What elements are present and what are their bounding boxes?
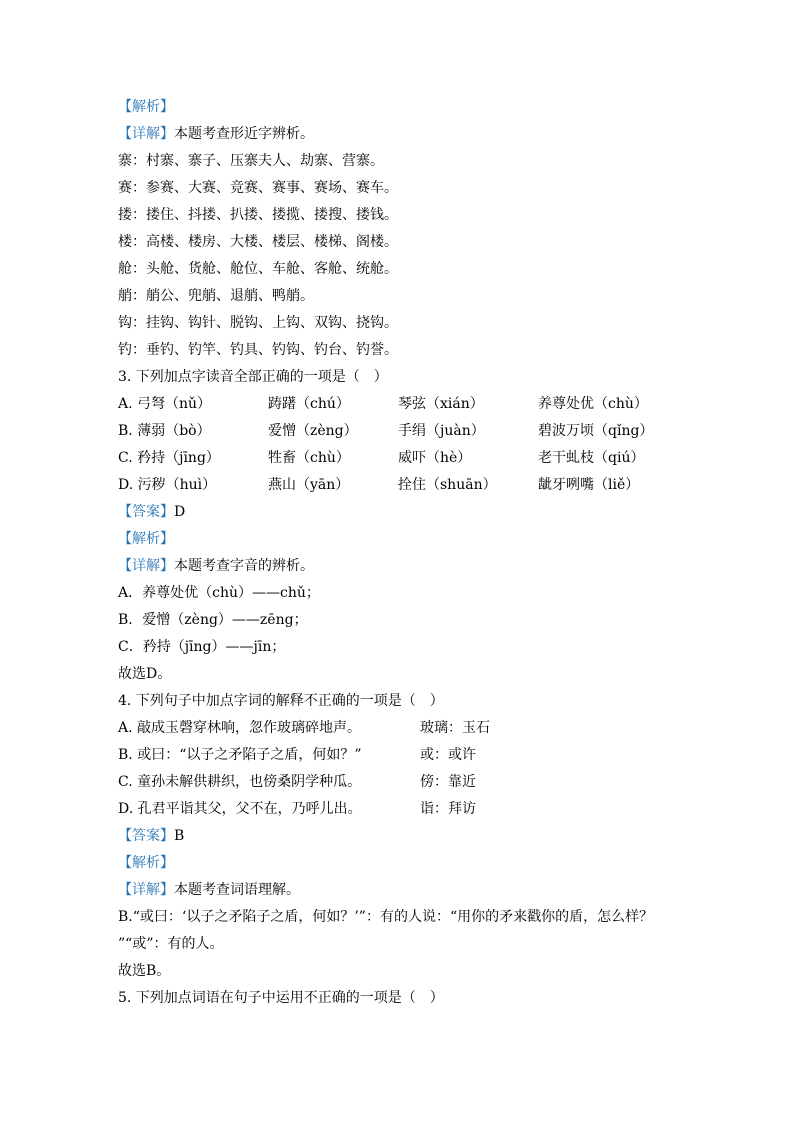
option-row — [118, 715, 718, 742]
option-item: B. 或曰：“以子之矛陷子之盾，何如？” — [118, 747, 362, 763]
option-item: C. 童孙未解供耕织，也傍桑阴学种瓜。 — [118, 774, 362, 790]
text-line — [118, 634, 718, 661]
section-tag: 【详解】 — [118, 126, 174, 142]
line-text: B — [174, 828, 185, 844]
text-line — [118, 310, 718, 337]
text-line — [118, 985, 718, 1012]
line-text: 5. 下列加点词语在句子中运用不正确的一项是（ ） — [118, 990, 444, 1006]
option-item: 拴住（shuān） — [398, 477, 497, 493]
text-line — [118, 553, 718, 580]
document-page — [118, 94, 718, 1012]
option-item: D. 孔君平诣其父，父不在，乃呼儿出。 — [118, 801, 362, 817]
line-text: 搂：搂住、抖搂、扒搂、搂揽、搂搜、搂钱。 — [118, 207, 398, 223]
option-item: 玻璃：玉石 — [420, 720, 490, 736]
option-item: 牲畜（chù） — [268, 450, 350, 466]
section-tag: 【解析】 — [118, 855, 174, 871]
option-item: D. 污秽（huì） — [118, 477, 217, 493]
option-item: C. 矜持（jīng） — [118, 450, 220, 466]
text-line — [118, 877, 718, 904]
text-line — [118, 904, 718, 931]
line-text: ”“或”：有的人。 — [118, 936, 224, 952]
text-line — [118, 202, 718, 229]
option-row — [118, 391, 718, 418]
line-text: 楼：高楼、楼房、大楼、楼层、楼梯、阁楼。 — [118, 234, 398, 250]
line-text: B.“或曰：‘以子之矛陷子之盾，何如？’”：有的人说：“用你的矛来戳你的盾，怎么样？ — [118, 909, 654, 925]
line-text: C．矜持（jīng）——jīn； — [118, 639, 286, 655]
option-row — [118, 796, 718, 823]
section-tag: 【解析】 — [118, 99, 174, 115]
text-line — [118, 823, 718, 850]
text-line — [118, 121, 718, 148]
option-item: B. 薄弱（bò） — [118, 423, 211, 439]
text-line — [118, 229, 718, 256]
line-text: A．养尊处优（chù）——chǔ； — [118, 585, 320, 601]
section-tag: 【答案】 — [118, 504, 174, 520]
option-row — [118, 445, 718, 472]
line-text: 艄：艄公、兜艄、退艄、鸭艄。 — [118, 288, 314, 304]
option-item: 琴弦（xián） — [398, 396, 484, 412]
text-line — [118, 607, 718, 634]
option-item: 威吓（hè） — [398, 450, 472, 466]
section-heading — [118, 94, 718, 121]
line-text: 赛：参赛、大赛、竞赛、赛事、赛场、赛车。 — [118, 180, 398, 196]
option-item: 或：或许 — [420, 747, 476, 763]
option-item: 踌躇（chú） — [268, 396, 350, 412]
section-tag: 【解析】 — [118, 531, 174, 547]
line-text: B．爱憎（zèng）——zēng； — [118, 612, 308, 628]
text-line — [118, 499, 718, 526]
option-item: 养尊处优（chù） — [538, 396, 648, 412]
option-item: 龇牙咧嘴（liě） — [538, 477, 640, 493]
option-row — [118, 742, 718, 769]
text-line — [118, 337, 718, 364]
option-item: 燕山（yān） — [268, 477, 350, 493]
section-heading — [118, 526, 718, 553]
line-text: D — [174, 504, 186, 520]
line-text: 3. 下列加点字读音全部正确的一项是（ ） — [118, 369, 388, 385]
option-item: 碧波万顷（qǐng） — [538, 423, 654, 439]
line-text: 舱：头舱、货舱、舱位、车舱、客舱、统舱。 — [118, 261, 398, 277]
line-text: 钩：挂钩、钩针、脱钩、上钩、双钩、挠钩。 — [118, 315, 398, 331]
text-line — [118, 688, 718, 715]
line-text: 寨：村寨、寨子、压寨夫人、劫寨、营寨。 — [118, 153, 384, 169]
line-text: 故选D。 — [118, 666, 172, 682]
option-row — [118, 769, 718, 796]
option-item: 老干虬枝（qiú） — [538, 450, 645, 466]
option-item: 爱憎（zèng） — [268, 423, 358, 439]
section-tag: 【详解】 — [118, 882, 174, 898]
text-line — [118, 283, 718, 310]
text-line — [118, 958, 718, 985]
option-item: A. 弓弩（nǔ） — [118, 396, 212, 412]
option-item: 手绢（juàn） — [398, 423, 485, 439]
section-tag: 【答案】 — [118, 828, 174, 844]
section-heading — [118, 850, 718, 877]
text-line — [118, 364, 718, 391]
option-row — [118, 472, 718, 499]
option-item: A. 敲成玉磬穿林响，忽作玻璃碎地声。 — [118, 720, 362, 736]
option-item: 诣：拜访 — [420, 801, 476, 817]
option-item: 傍：靠近 — [420, 774, 476, 790]
text-line — [118, 148, 718, 175]
line-text: 本题考查形近字辨析。 — [174, 126, 314, 142]
text-line — [118, 580, 718, 607]
text-line — [118, 661, 718, 688]
text-line — [118, 256, 718, 283]
text-line — [118, 175, 718, 202]
text-line — [118, 931, 718, 958]
line-text: 钓：垂钓、钓竿、钓具、钓钩、钓台、钓誉。 — [118, 342, 398, 358]
line-text: 4. 下列句子中加点字词的解释不正确的一项是（ ） — [118, 693, 444, 709]
line-text: 本题考查字音的辨析。 — [174, 558, 314, 574]
option-row — [118, 418, 718, 445]
section-tag: 【详解】 — [118, 558, 174, 574]
line-text: 故选B。 — [118, 963, 171, 979]
line-text: 本题考查词语理解。 — [174, 882, 300, 898]
